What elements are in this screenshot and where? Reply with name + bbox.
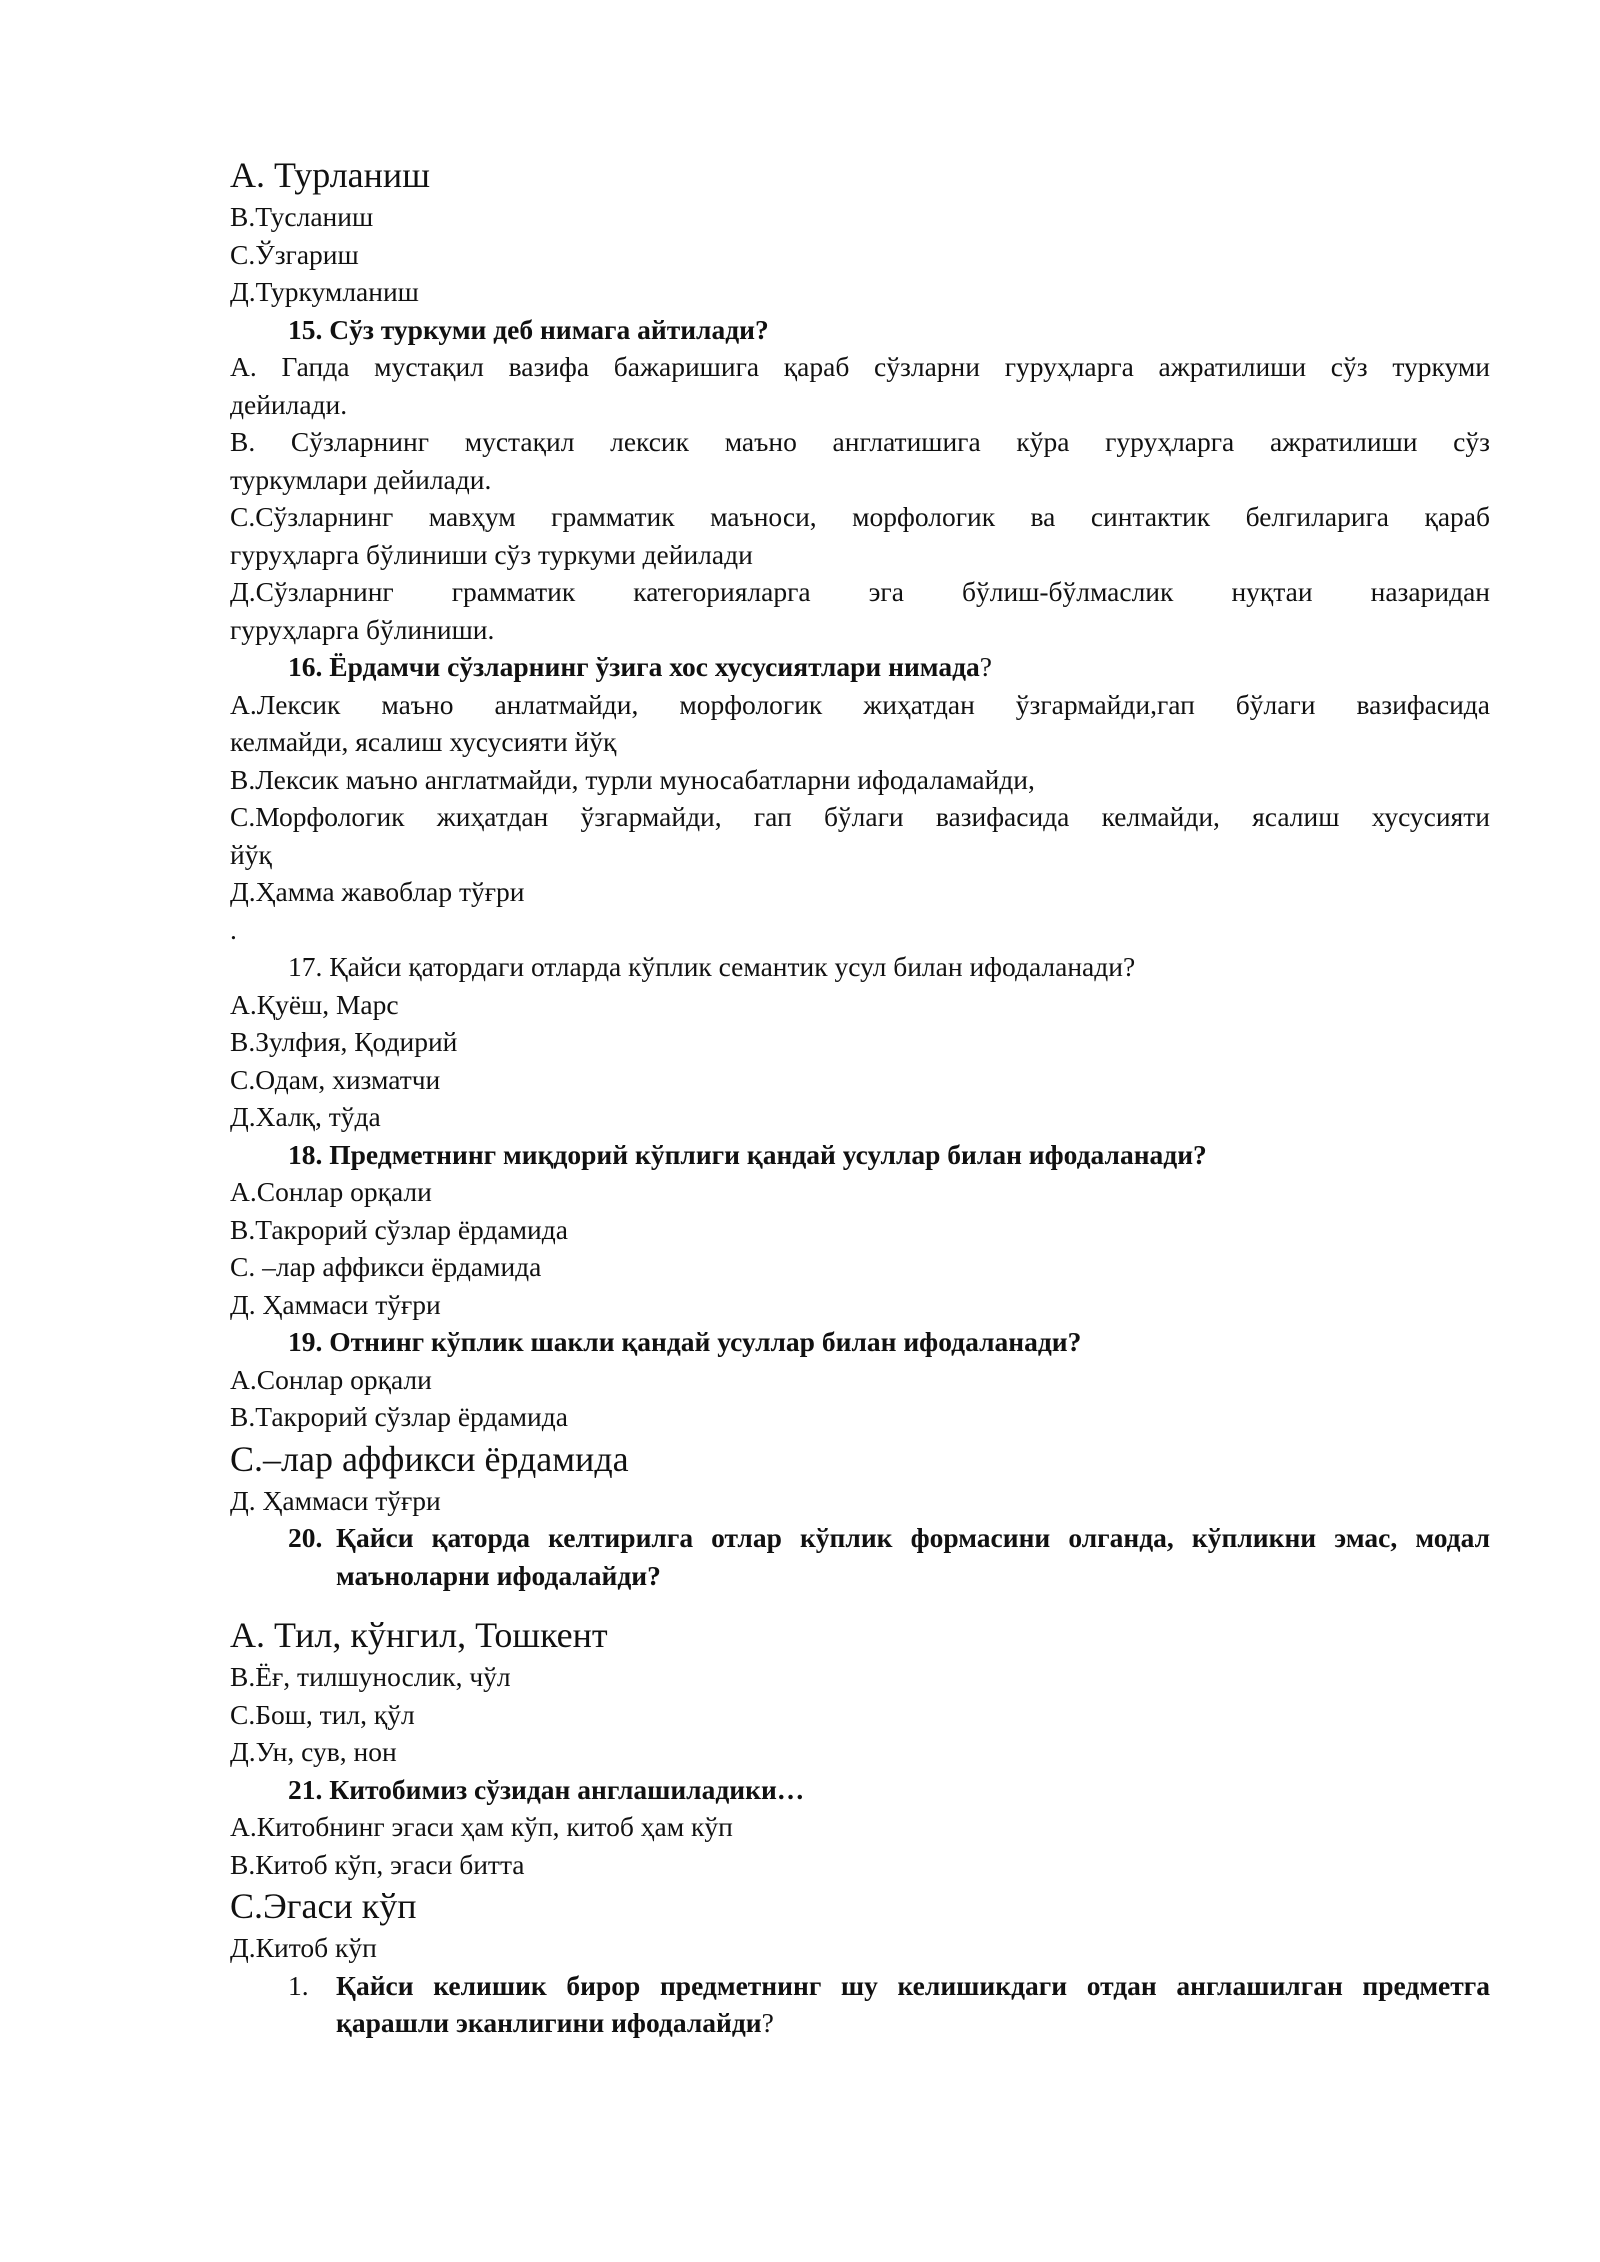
q18-option-d: Д. Ҳаммаси тўғри <box>230 1288 441 1320</box>
q17-option-a: А.Қуёш, Марс <box>230 988 399 1020</box>
q14-option-a: А. Турланиш <box>230 155 430 195</box>
q16-option-d: Д.Ҳамма жавоблар тўғри <box>230 876 525 907</box>
q15-option-d-line2: гуруҳларга бўлиниши. <box>230 613 495 645</box>
q14-option-b: В.Тусланиш <box>230 201 374 232</box>
q15-option-a-line2: дейилади. <box>230 388 348 420</box>
q15-option-a-line1: А. Гапда мустақил вазифа бажаришига қараб сўзларни гуруҳларга ажратилиши сўз туркуми <box>230 351 1490 382</box>
q15-option-b-line1: В. Сўзларнинг мустақил лексик маъно англатишига кўра гуруҳларга ажратилиши сўз <box>230 426 1490 457</box>
q16-option-b: В.Лексик маъно англатмайди, турли муносабатларни ифодаламайди, <box>230 763 1035 795</box>
q17-option-c: С.Одам, хизматчи <box>230 1063 441 1095</box>
q21-option-c: С.Эгаси кўп <box>230 1886 417 1926</box>
q16-question <box>230 648 1490 686</box>
q18-question: 18. Предметнинг миқдорий кўплиги қандай усуллар билан ифодаланади? <box>288 1138 1207 1170</box>
q19-option-b: В.Такрорий сўзлар ёрдамида <box>230 1401 568 1432</box>
q19-question: 19. Отнинг кўплик шакли қандай усуллар билан ифодаланади? <box>288 1326 1082 1357</box>
q15-question: 15. Сўз туркуми деб нимага айтилади? <box>288 313 769 345</box>
q20-question-text: Қайси қаторда келтирилга отлар кўплик формасини олганда, кўпликни эмас, модал маъноларни ифодалайди? <box>336 1522 1490 1591</box>
q20-number: 20. <box>288 1522 323 1553</box>
q16-option-a-line1: А.Лексик маъно анлатмайди, морфологик жиҳатдан ўзгармайди,гап бўлаги вазифасида <box>230 688 1490 720</box>
q21-question: 21. Китобимиз сўзидан англашиладики… <box>288 1773 805 1805</box>
stray-dot: . <box>230 913 237 945</box>
q19-option-d: Д. Ҳаммаси тўғри <box>230 1484 441 1516</box>
q20-option-c: С.Бош, тил, қўл <box>230 1698 415 1730</box>
q21-option-d: Д.Китоб кўп <box>230 1932 377 1963</box>
q16-option-c-line2: йўқ <box>230 838 272 870</box>
q20-question <box>230 1519 1490 1594</box>
q19-option-a: А.Сонлар орқали <box>230 1363 432 1395</box>
q16-option-a-line2: келмайди, ясалиш хусусияти йўқ <box>230 726 617 757</box>
q20-option-a: А. Тил, кўнгил, Тошкент <box>230 1615 608 1655</box>
q1-question-text: Қайси келишик бирор предметнинг шу келишикдаги отдан англашилган предметга қарашли эканлигини ифодалайди <box>336 1969 1490 2038</box>
q1-question-body <box>336 1967 1490 2042</box>
q1-question <box>230 1967 1490 2042</box>
q18-option-b: В.Такрорий сўзлар ёрдамида <box>230 1213 568 1245</box>
q14-option-d: Д.Туркумланиш <box>230 276 419 307</box>
q17-question: 17. Қайси қатордаги отларда кўплик семантик усул билан ифодаланади? <box>288 951 1136 982</box>
q15-option-c-line2: гуруҳларга бўлиниши сўз туркуми дейилади <box>230 538 753 570</box>
q16-option-c-line1: С.Морфологик жиҳатдан ўзгармайди, гап бўлаги вазифасида келмайди, ясалиш хусусияти <box>230 801 1490 832</box>
q18-option-c: С. –лар аффикси ёрдамида <box>230 1251 542 1282</box>
q17-option-d: Д.Халқ, тўда <box>230 1101 381 1132</box>
q15-option-d-line1: Д.Сўзларнинг грамматик категорияларга эга бўлиш-бўлмаслик нуқтаи назаридан <box>230 576 1490 607</box>
q1-question-mark: ? <box>761 2007 774 2038</box>
q14-option-c: С.Ўзгариш <box>230 238 359 270</box>
q16-question-text: 16. Ёрдамчи сўзларнинг ўзига хос хусусиятлари нимада <box>288 651 980 682</box>
q15-option-c-line1: С.Сўзларнинг мавҳум грамматик маъноси, морфологик ва синтактик белгиларига қараб <box>230 501 1490 532</box>
q21-option-b: В.Китоб кўп, эгаси битта <box>230 1848 525 1880</box>
q18-option-a: А.Сонлар орқали <box>230 1176 432 1207</box>
q1-number: 1. <box>288 1969 309 2001</box>
q16-question-mark: ? <box>979 651 992 682</box>
q21-option-a: А.Китобнинг эгаси ҳам кўп, китоб ҳам кўп <box>230 1811 733 1842</box>
document-content <box>230 152 1490 2042</box>
q19-option-c: С.–лар аффикси ёрдамида <box>230 1438 629 1479</box>
q20-option-b: В.Ёғ, тилшунослик, чўл <box>230 1661 511 1692</box>
q20-option-d: Д.Ун, сув, нон <box>230 1736 397 1767</box>
q15-option-b-line2: туркумлари дейилади. <box>230 463 492 495</box>
q17-option-b: В.Зулфия, Қодирий <box>230 1026 458 1057</box>
spacer <box>230 1594 1490 1612</box>
